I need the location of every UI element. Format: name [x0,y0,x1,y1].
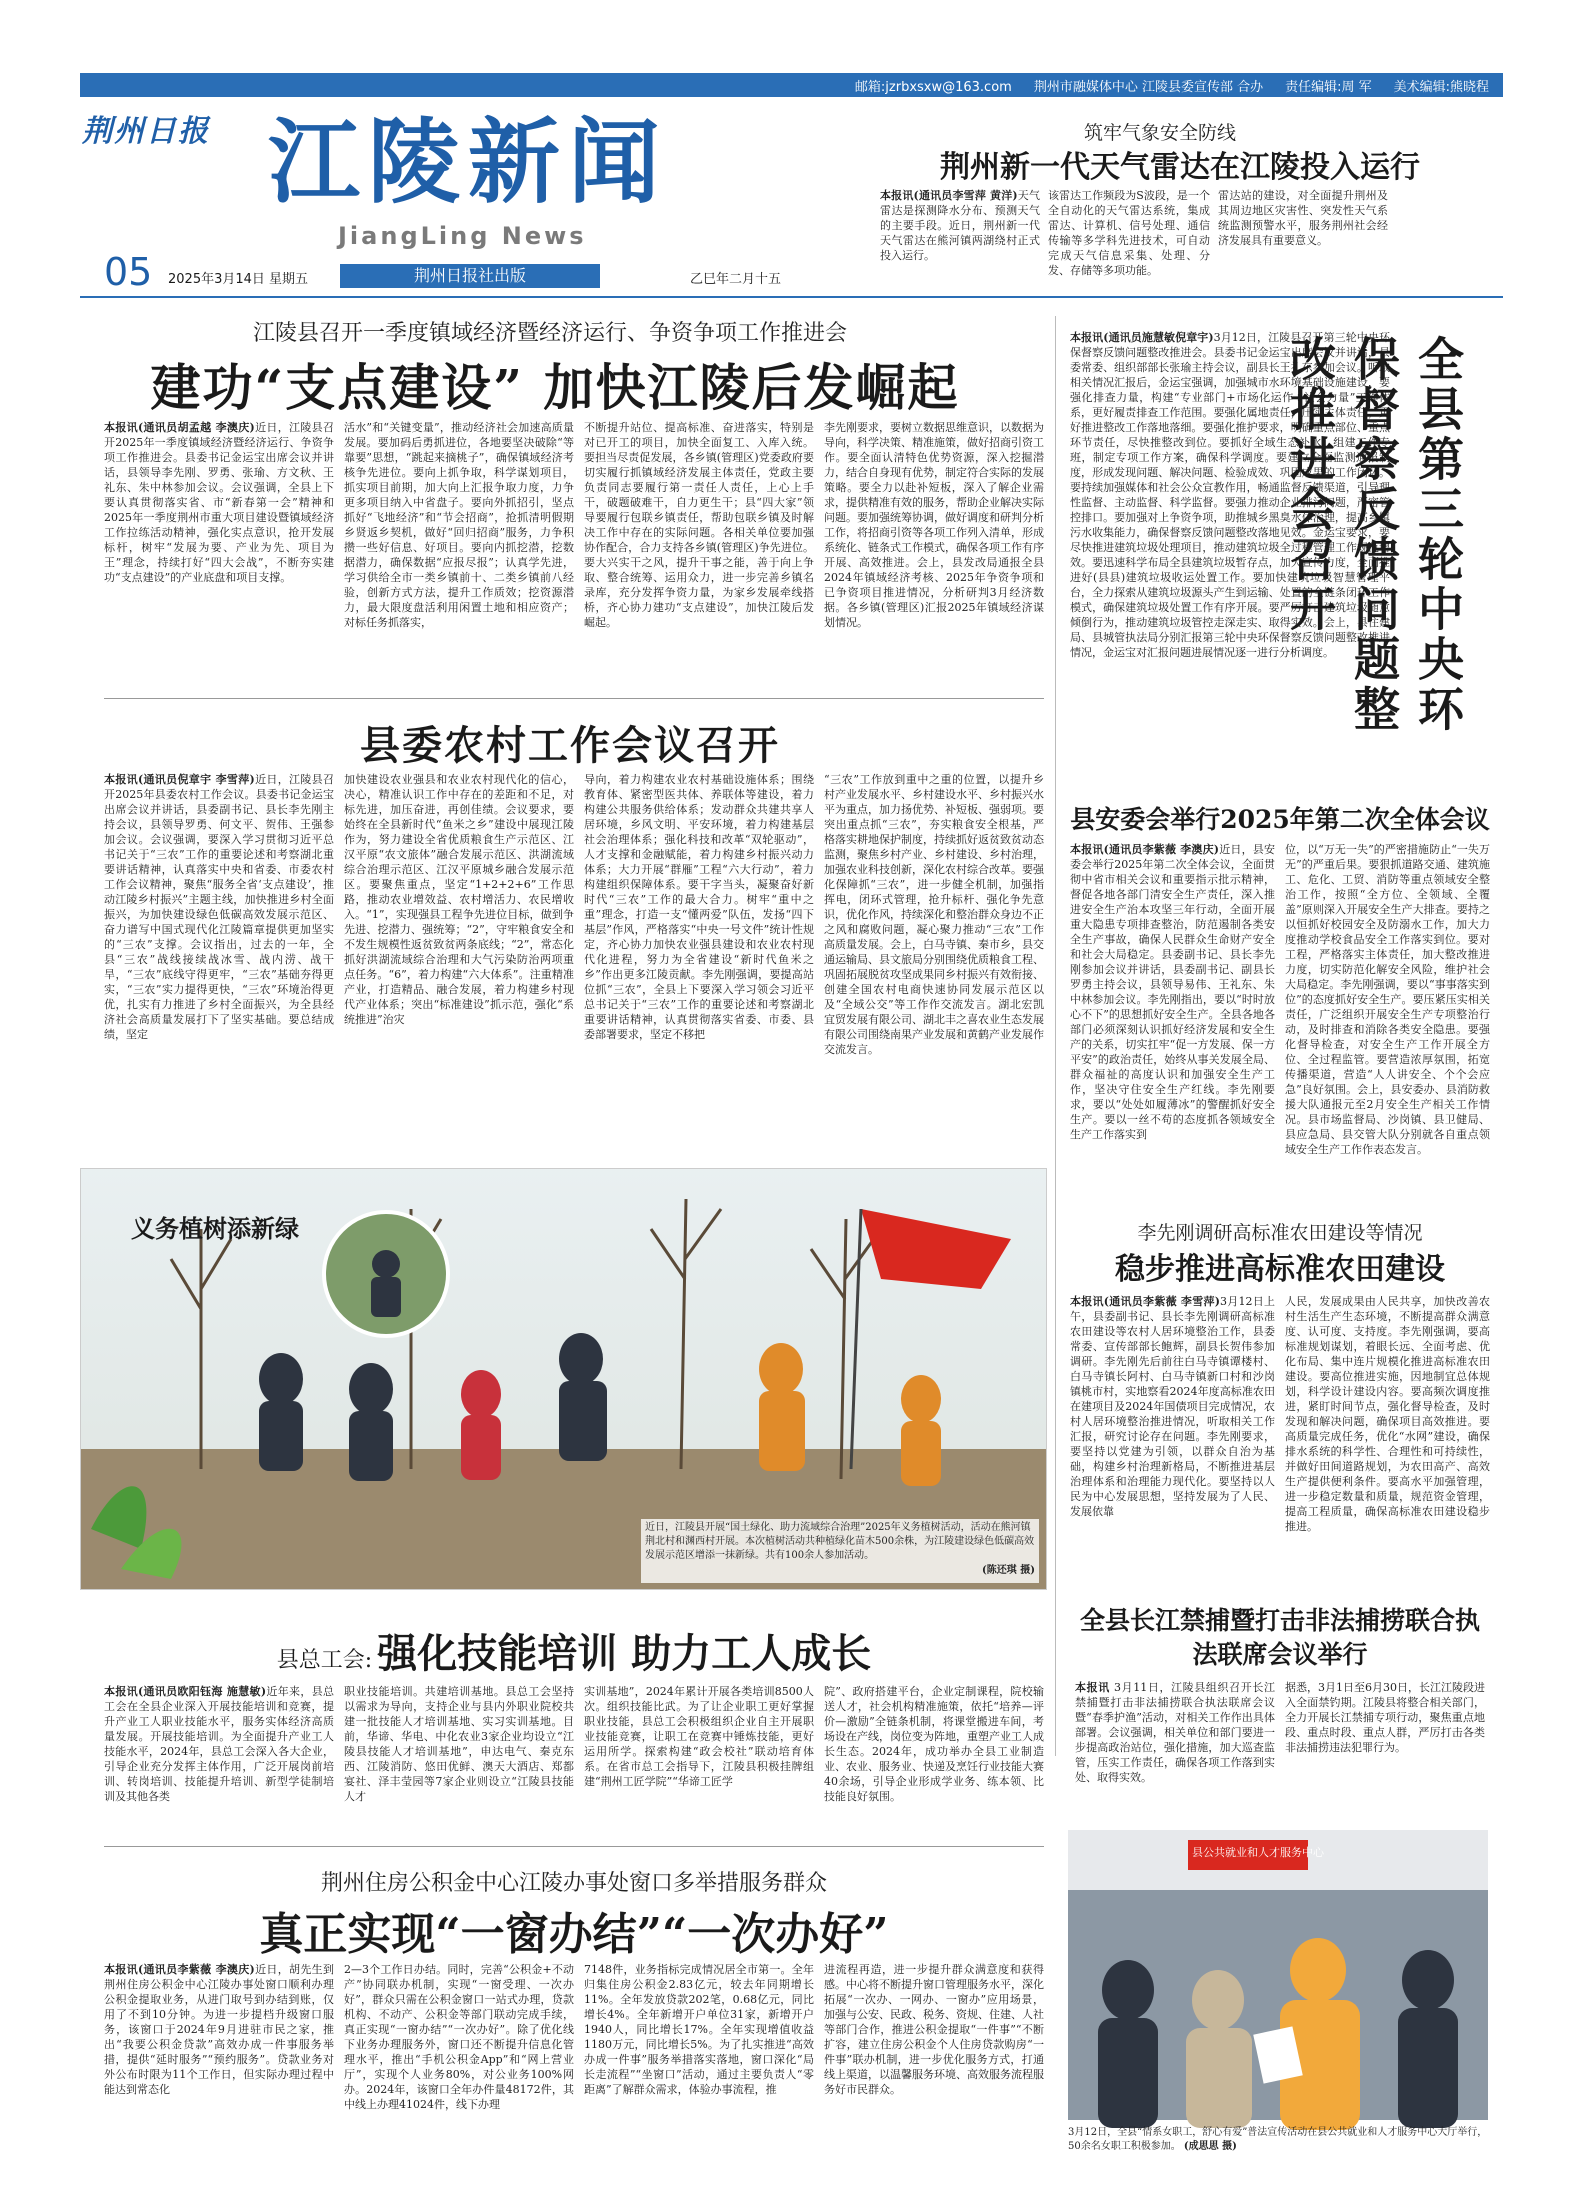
radar-byline: 本报讯(通讯员李雪萍 黄洋) [880,189,1018,202]
tree-planting-title: 义务植树添新绿 [131,1214,299,1243]
a8-kicker: 荆州住房公积金中心江陵办事处窗口多举措服务群众 [320,1871,827,1896]
tree-planting-caption: 近日，江陵县开展“国土绿化、助力流域综合治理”2025年义务植树活动，活动在熊河镇荆北村和渊西村开展。本次植树活动共种植绿化苗木500余株，为江陵建设绿色低碳高效发展示范区增添一抹新绿。共有100余人参加活动。 [645,1522,1035,1561]
a2-headline: 全县第三轮中央环保督察反馈问题整改推进会召开 [1283,335,1465,735]
contact-organizers: 荆州市融媒体中心 江陵县委宣传部 合办 [1033,79,1264,95]
publisher-badge: 荆州日报社出版 [340,264,600,288]
contact-email: 邮箱:jzrbxsxw@163.com [854,79,1012,95]
a8-headline: 真正实现“一窗办结”“一次办好” [259,1909,889,1960]
a8-text-1: 近日，胡先生到荆州住房公积金中心江陵办事处窗口顺利办理公积金提取业务，从进门取号到办结到账，仅用了不到10分钟。为进一步提档升级窗口服务，该窗口于2024年9月进驻市民之家，推出“我要公积金贷款”高效办成一件事服务举措，提供“延时服务”“预约服务”。贷款业务对外公布时限为11个工作日，但实际办理过程中能达到常态化 [104,1963,334,2096]
radar-kicker: 筑牢气象安全防线 [1083,122,1236,144]
a5-byline: 本报讯(通讯员李紫薇 李雪萍) [1070,1295,1220,1308]
contact-art-editor: 美术编辑:熊晓程 [1393,79,1489,95]
legal-publicity-caption-box [1068,2126,1488,2168]
a7-col-1 [1075,1680,1275,1810]
a7-byline: 本报讯 [1075,1681,1110,1694]
a1-text-3: 不断提升站位、提高标准、奋进落实，特别是对已开工的项目，加快全面复工、入库入统。要担当尽责促发展，各乡镇(管理区)党委政府要切实履行抓镇域经济发展主体责任，党政主要负责同志要履行第一责任人责任，上心上手干，破题破难干，自力更生干；县“四大家”领导要履行包联乡镇责任，帮助包联乡镇及时解决工作中存在的实际问题。各相关单位要加强协作配合，合力支持各乡镇(管理区)争先进位。要大兴实干之风，提升干事之能，善于向上争取、整合统筹、运用众力，进一步完善乡镇名录库，充分发挥争资力量，为家乡发展牵线搭桥，齐心协力建功“支点建设”，加快江陵后发崛起。 [584,421,814,629]
tree-planting-credit: (陈还琪 摄) [982,1565,1035,1576]
a7-text-1: 3月11日，江陵县组织召开长江禁捕暨打击非法捕捞联合执法联席会议暨“春季护渔”活动，对相关工作作出具体部署。会议强调，相关单位和部门要进一步提高政治站位，强化措施，加大巡查监管，压实工作责任，确保各项工作落到实处、取得实效。 [1075,1681,1276,1784]
a1-col-1 [104,420,334,685]
a3-byline: 本报讯(通讯员倪章宇 李雪萍) [104,773,255,786]
section-rule-2 [104,1846,1044,1847]
legal-publicity-illustration [1068,1830,1488,2120]
a6-text-1: 近年来，县总工会在全县企业深入开展技能培训和竞赛，提升产业工人职业技能水平，服务实体经济高质量发展。开展技能培训。为全面提升产业工人技能水平，2024年，县总工会深入各大企业，引导企业充分发挥主体作用，广泛开展岗前培训、转岗培训、技能提升培训、新型学徒制培训及其他各类 [104,1685,334,1803]
a5-col-1 [1070,1294,1275,1594]
tree-planting-caption-box [641,1519,1039,1583]
a2-text: 3月12日，江陵县召开第三轮中央环保督察反馈问题整改推进会。县委书记金运宝出席会议并讲话，县委常委、组织部部长张瑜主持会议，副县长王礼东参加会议。听取相关情况汇报后，金运宝强调，加强城市水环境基础设施建设，要强化排查力量，构建“专业部门+市场化运作+社会力量”工作体系，更好履责排查工作范围。要强化属地责任，压实主体责任，更好推进整改工作落地落细。要强化推护要求，明确重点部位、重点环节责任，尽快推整改到位。要抓好全域生态补水，组建工作专班，制定专项工作方案，确保科学调度。要建立全面监测通报制度，形成发现问题、解决问题、检验成效、巩固成果的工作闭环。要持续加强媒体和社会公众宣教作用，畅通监督反馈渠道，引导理性监督、主动监督、科学监督。要强力推动企业排污问题，严密管控排口。要加强对上争资争项，助推城乡黑臭水体治理，提高乡镇污水收集能力，确保督察反馈问题整改落地见效。金运宝要求，要尽快推进建筑垃圾处理项目，推动建筑垃圾全过程管理工作规范增效。要迅速科学布局全县建筑垃圾暂存点，加大宣传力度，全面推进好(县县)建筑垃圾收运处置工作。要加快建筑垃圾智慧管理平台，全力探索从建筑垃圾源头产生到运输、处置的全链条闭环工作模式，确保建筑垃圾处置工作有序开展。要严厉打击建筑垃圾随意倾倒行为，推动建筑垃圾管控走深走实、取得实效。会上，县住建局、县城管执法局分别汇报第三轮中央环保督察反馈问题整改推进情况，金运宝对汇报问题进展情况逐一进行分析调度。 [1070,331,1390,659]
service-center-sign: 县公共就业和人才服务中心 [1192,1846,1324,1859]
a1-kicker: 江陵县召开一季度镇域经济暨经济运行、争资争项工作推进会 [252,321,847,346]
radar-col-1 [880,188,1040,288]
a8-text-3: 7148件，业务指标完成情况居全市第一。全年归集住房公积金2.83亿元，较去年同期增长11%。全年发放贷款202笔，0.68亿元，同比增长4%。全年新增开户单位31家，新增开户1940人，同比增长17%。全年实现增值收益1180万元，同比增长5%。为了扎实推进“高效办成一件事”服务举措落实落地，窗口深化“局长走流程”“坐窗口”活动，通过主要负责人“零距离”了解群众需求，体验办事流程，推 [584,1963,814,2096]
a5-kicker: 李先刚调研高标准农田建设等情况 [1137,1222,1423,1244]
contact-bar [80,73,1503,97]
masthead-english: JiangLing News [338,222,587,250]
a1-headline: 建功“支点建设” 加快江陵后发崛起 [150,358,960,417]
a6-byline: 本报讯(通讯员欧阳钰海 施慧敏) [104,1685,267,1698]
a8-col-1 [104,1962,334,2162]
a6-headline: 强化技能培训 助力工人成长 [377,1630,872,1677]
column-divider [1055,316,1056,1756]
a6-col-1 [104,1684,334,1834]
radar-text-3: 雷达站的建设，对全面提升荆州及其周边地区灾害性、突发性天气系统监测预警水平，服务荆州社会经济发展具有重要意义。 [1218,189,1388,247]
legal-publicity-credit: (成思思 摄) [1183,2141,1237,2152]
header-divider [80,296,1503,298]
a4-text-1: 近日，县安委会举行2025年第二次全体会议，全面贯彻中省市相关会议和重要指示批示精神，督促各地各部门清安全生产责任，深入推进安全生产治本攻坚三年行动，全面开展重大隐患专项排查整治，防范遏制各类安全生产事故，确保人民群众生命财产安全和社会大局稳定。县委副书记、县长李先刚参加会议并讲话，县委副书记、副县长罗勇主持会议，县领导易伟、王礼东、朱中林参加会议。李先刚指出，要以“时时放心不下”的思想抓好安全生产。全县各地各部门必须深刻认识抓好经济发展和安全生产的关系，切实扛牢“促一方发展、保一方平安”的政治责任，始终从事关发展全局、群众福祉的高度认识和加强安全生产工作，坚决守住安全生产红线。李先刚要求，要以“处处如履薄冰”的警醒抓好安全生产。要以一丝不苟的态度抓各领域安全生产工作落实到 [1070,843,1276,1141]
a1-text-1: 近日，江陵县召开2025年一季度镇域经济暨经济运行、争资争项工作推进会。县委书记金运宝出席会议并讲话，县领导李先刚、罗勇、张瑜、方文秋、王礼东、朱中林参加会议。会议强调，全县上下要认真贯彻落实省、市“新春第一会”精神和2025年一季度荆州市重大项目建设暨镇域经济工作拉练活动精神，强化实点意识，抢开发展标杆，树牢“发展为要、产业为先、项目为王”理念，持续打好“四大会战”，不断夯实建功“支点建设”的产业底盘和项目支撑。 [104,421,334,584]
a6-text-3: 实训基地”，2024年累计开展各类培训8500人次。组织技能比武。为了让企业职工更好掌握职业技能，县总工会积极组织企业自主开展职业技能竞赛，让职工在竞赛中锤炼技能，更好运用所学。探索构建“政会校社”联动培育体系。在省市总工会指导下，江陵县积极挂牌组建“荆州工匠学院”“华谛工匠学 [584,1685,814,1788]
a6-text-2: 职业技能培训。共建培训基地。县总工会坚持以需求为导向，支持企业与县内外职业院校共建一批技能人才培训基地、实习实训基地。目前，华谛、华电、中化农业3家企业均设立“江陵县技能人才培训基地”，申达电气、秦克东西、江陵消防、悠田优鲜、澳天大酒店、郑都宴社、泽丰莹园等7家企业则设立“江陵县技能人才 [344,1685,574,1803]
a3-col-1 [104,772,334,1162]
a6-text-4: 院”、政府搭建平台，企业定制课程，院校输送人才，社会机构精准施策，依托“培养—评价—激励”全链条机制，将课堂搬进车间，考场设在产线，岗位变为阵地，重塑产业工人成长生态。2024年，成功举办全县工业制造业、农业、服务业、快递及烹饪行业技能大赛40余场，引导企业形成学业务、练本领、比技能良好氛围。 [824,1685,1044,1803]
a6-kicker: 县总工会: [276,1648,373,1673]
a5-text-2: 人民，发展成果由人民共享，加快改善农村生活生产生态环境，不断提高群众满意度、认可度、支持度。李先刚强调，要高标准规划谋划，着眼长远、全面考虑、优化布局、集中连片规模化推进高标准农田建设。要高位推进实施，因地制宜总体规划，科学设计建设内容。要高频次调度推进，紧盯时间节点，强化督导检查，及时发现和解决问题，确保项目高效推进。要高质量完成任务，优化“水网”建设，确保排水系统的科学性、合理性和可持续性，并做好田间道路规划，为农田高产、高效生产提供便利条件。要高水平加强管理，进一步稳定数量和质量，规范资金管理，提高工程质量，确保高标准农田建设稳步推进。 [1285,1295,1490,1533]
legal-publicity-photo [1068,1830,1488,2120]
a4-headline: 县安委会举行2025年第二次全体会议 [1070,805,1490,834]
a8-byline: 本报讯(通讯员李紫薇 李澳庆) [104,1963,255,1976]
radar-text-1: 天气雷达是探测降水分布、预测天气的主要手段。近日，荆州新一代天气雷达在熊河镇两湖绕村正式投入运行。 [880,189,1040,262]
radar-text-2: 该雷达工作频段为S波段，是一个全自动化的天气雷达系统，集成雷达、计算机、信号处理、通信传输等多学科先进技术，可自动完成天气信息采集、处理、分发、存储等多项功能。 [1048,189,1210,277]
a3-text-2: 加快建设农业强县和农业农村现代化的信心，决心，精准认识工作中存在的差距和不足，对标先进，加压奋进，再创佳绩。会议要求，要始终在全县新时代“鱼米之乡”建设中展现江陵作为，努力建设全省优质粮食生产示范区、江汉平原“农文旅体”融合发展示范区、洪湖流域综合治理示范区、江汉平原城乡融合发展示范区。要聚焦重点，坚定“1+2+2+6”工作思路，推动农业增效益、农村增活力、农民增收入。“1”，实现强县工程争先进位目标，做到争先进、挖潜力、强统筹；“2”，守牢粮食安全和不发生规模性返贫致贫两条底线；“2”，常态化抓好洪湖流域综合治理和大气污染防治两项重点任务。“6”，着力构建“六大体系”。注重精准产业，打造精品、融合发展，着力构建乡村现代产业体系；突出“标准建设”抓示范，强化“系统推进”治灾 [344,773,574,1026]
issue-date: 2025年3月14日 星期五 [168,272,309,287]
contact-editor: 责任编辑:周 军 [1285,79,1372,95]
a4-text-2: 位，以“万无一失”的严密措施防止“一失万无”的严重后果。要狠抓道路交通、建筑施工、危化、工贸、消防等重点领域安全整治工作，按照“全方位、全领域、全覆盖”原则深入开展安全生产大排查。要持之以恒抓好校园安全及防溺水工作，加大力度推动学校食品安全工作落实到位。要对工程，严格落实主体责任，加大整改推进力度，切实防范化解安全风险，维护社会大局稳定。李先刚强调，要以“事事落实到位”的态度抓好安全生产。要压紧压实相关责任，广泛组织开展安全生产专项整治行动，及时排查和消除各类安全隐患。要强化督导检查，对安全生产工作开展全方位、全过程监管。要营造浓厚氛围，拓宽传播渠道，营造“人人讲安全、个个会应急”良好氛围。会上，县安委办、县消防救援大队通报元至2月安全生产相关工作情况。县市场监督局、沙岗镇、县卫健局、县应急局、县交管大队分别就各自重点领域安全生产工作作表态发言。 [1285,843,1490,1156]
a2-byline: 本报讯(通讯员施慧敏倪章宇) [1070,331,1214,344]
a3-text-4: “三农”工作放到重中之重的位置，以提升乡村产业发展水平、乡村建设水平、乡村振兴水平为重点，加力扬优势、补短板、强弱项。要突出重点抓“三农”，夯实粮食安全根基，严格落实耕地保护制度，持续抓好返贫致贫动态监测，聚焦乡村产业、乡村建设、乡村治理，加强农业科技创新，深化农村综合改革。要强化保障抓“三农”，进一步健全机制，加强指挥电，闭环式管理，抢升标杆、强化争先意识，优化作风，持续深化和整治群众身边不正之风和腐败问题，凝心聚力推动“三农”工作高质量发展。会上，白马寺镇、秦市乡，县交通运输局、县文旅局分别围绕优质粮食工程、巩固拓展脱贫攻坚成果同乡村振兴有效衔接、创建全国农村电商快速协同发展示范区以及“全域公交”等工作作交流发言。湖北宏凯宜贸发展有限公司、湖北丰之喜农业生态发展有限公司围绕南果产业发展和黄鹤产业发展作交流发言。 [824,773,1044,1056]
a4-byline: 本报讯(通讯员李紫薇 李澳庆) [1070,843,1220,856]
a7-text-2: 据悉，3月1日至6月30日，长江江陵段进入全面禁钓期。江陵县将整合相关部门，全力开展长江禁捕专项行动，聚焦重点地段、重点时段、重点人群，严厉打击各类非法捕捞违法犯罪行为。 [1285,1681,1485,1754]
section-rule [104,698,1044,699]
a6-title-row [104,1622,1044,1677]
a5-text-1: 3月12日上午，县委副书记、县长李先刚调研高标准农田建设等农村人居环境整治工作，县委常委、宣传部部长鲍辉，副县长贺伟参加调研。李先刚先后前往白马寺镇谭楼村、白马寺镇长阿村、白马寺镇新口村和沙岗镇桃市村，实地察看2024年度高标准农田在建项目及2024年国债项目完成情况，农村人居环境整治推进情况，听取相关工作汇报，研究讨论存在问题。李先刚要求，要坚持以党建为引领，以群众自治为基础，构建乡村治理新格局，不断推进基层治理体系和治理能力现代化。要坚持以人民为中心发展思想，坚持发展为了人民、发展依靠 [1070,1295,1275,1518]
a3-text-1: 近日，江陵县召开2025年县委农村工作会议。县委书记金运宝出席会议并讲话，县委副书记、县长李先刚主持会议，县领导罗勇、何文平、贺伟、王强参加会议。会议强调，要深入学习贯彻习近平总书记关于“三农”工作的重要论述和考察湖北重要讲话精神，认真落实中央和省委、市委农村工作会议精神，聚焦“服务全省‘支点建设’，推动江陵乡村振兴”主题主线，加快推进乡村全面振兴，为加快建设绿色低碳高效发展示范区、奋力谱写中国式现代化江陵篇章提供更加坚实的“三农”支撑。会议指出，过去的一年，全县“三农”战线接续战冰雪、战内涝、战干旱，“三农”底线守得更牢，“三农”基础夯得更实，“三农”实力提得更快，“三农”环境治得更优，扎实有力推进了乡村全面振兴，为全县经济社会高质量发展打下了坚实基础。要总结成绩，坚定 [104,773,334,1041]
a7-headline: 全县长江禁捕暨打击非法捕捞联合执法联席会议举行 [1079,1606,1480,1669]
page-number: 05 [104,250,153,294]
a4-col-1 [1070,842,1275,1192]
tree-planting-photo [80,1168,1047,1590]
a3-headline: 县委农村工作会议召开 [360,722,780,769]
radar-headline: 荆州新一代天气雷达在江陵投入运行 [940,150,1420,185]
a1-text-4: 李先刚要求，要树立数据思维意识，以数据为导向，科学决策、精准施策，做好招商引资工作。要全面认清特色优势资源，深入挖掘潜力，结合自身现有优势，制定符合实际的发展策略。要全力以赴补短板，深入了解企业需求，提供精准有效的服务，帮助企业解决实际问题。要加强统筹协调，做好调度和研判分析工作，将招商引资等各项工作列入清单，形成系统化、链条式工作模式，确保各项工作有序开展、高效推进。会上，县发改局通报全县2024年镇域经济考核、2025年争资争项和已争资项目推进情况，分析研判3月经济数据。各乡镇(管理区)汇报2025年镇域经济谋划情况。 [824,421,1044,629]
masthead-title: 江陵新闻 [268,108,669,216]
a1-text-2: 活水”和“关键变量”，推动经济社会加速高质量发展。要加码后勇抓进位，各地要坚决破除“等靠要”思想，“跳起来摘桃子”，确保镇域经济考核争先进位。要向上抓争取，科学谋划项目，抓实项目前期，加大向上汇报争取力度，力争更多项目纳入中省盘子。要向外抓招引，坚点抓好“飞地经济”和“节会招商”，抢抓清明假期乡贤返乡契机，做好“回归招商”服务，力争积攒一些好信息、好项目。要向内抓挖潜，挖数据潜力，确保数据“应报尽报”；认真学先进，学习供给全市一类乡镇前十、二类乡镇前八经验，创新方式方法，提升工作质效；挖资源潜力，最大限度盘活利用闲置土地和相应资产；对标任务抓落实， [344,421,574,629]
a5-headline: 稳步推进高标准农田建设 [1115,1252,1445,1287]
legal-publicity-caption: 3月12日，全县“情系女职工，舒心有爱”普法宣传活动在县公共就业和人才服务中心大厅举行，50余名女职工积极参加。 [1068,2127,1488,2152]
a3-text-3: 导向，着力构建农业农村基础设施体系；围绕教育体、紧密型医共体、养联体等建设，着力构建公共服务供给体系；发动群众共建共享人居环境，乡风文明、平安环境，着力构建基层社会治理体系；强化科技和改革“双轮驱动”，人才支撑和金融赋能，着力构建乡村振兴动力体系；大力开展“群雁”工程“六大行动”，着力构建组织保障体系。要干字当头，凝聚奋好新时代“三农”工作的最大合力。树牢“重中之重”理念，打造一支“懂两爱”队伍，发扬“四下基层”作风，严格落实“中央一号文件”统计性规定，齐心协力加快农业强县建设和农业农村现代化进程，努力为全省建设“新时代鱼米之乡”作出更多江陵贡献。李先刚强调，要提高站位抓“三农”，全县上下要深入学习领会习近平总书记关于“三农”工作的重要论述和考察湖北重要讲话精神，认真贯彻落实省委、市委、县委部署要求，坚定不移把 [584,773,814,1041]
a8-text-4: 进流程再造，进一步提升群众满意度和获得感。中心将不断提升窗口管理服务水平，深化拓展“一次办、一网办、一窗办”应用场景，加强与公安、民政、税务、资规、住建、人社等部门合作，推进公积金提取“一件事”“不断扩容，建立住房公积金个人住房贷款购房“一件事”联办机制，进一步优化服务方式，打通线上渠道，以温馨服务环境、高效服务流程服务好市民群众。 [824,1963,1044,2096]
a1-byline: 本报讯(通讯员胡孟越 李澳庆) [104,421,255,434]
newspaper-logo: 荆州日报 [82,114,210,149]
lunar-date: 乙巳年二月十五 [690,272,782,287]
a8-text-2: 2—3个工作日办结。同时，完善“公积金+不动产”协同联办机制，实现“一窗受理、一次办好”，群众只需在公积金窗口一站式办理，贷款机构、不动产、公积金等部门联动完成手续，真正实现“一窗办结”“一次办好”。除了优化线下业务办理服务外，窗口还不断提升信息化管理水平，推出“手机公积金App”和“网上营业厅”，实现个人业务80%，对公业务100%网办。2024年，该窗口全年办件量48172件，其中线上办理41024件，线下办理 [344,1963,574,2111]
